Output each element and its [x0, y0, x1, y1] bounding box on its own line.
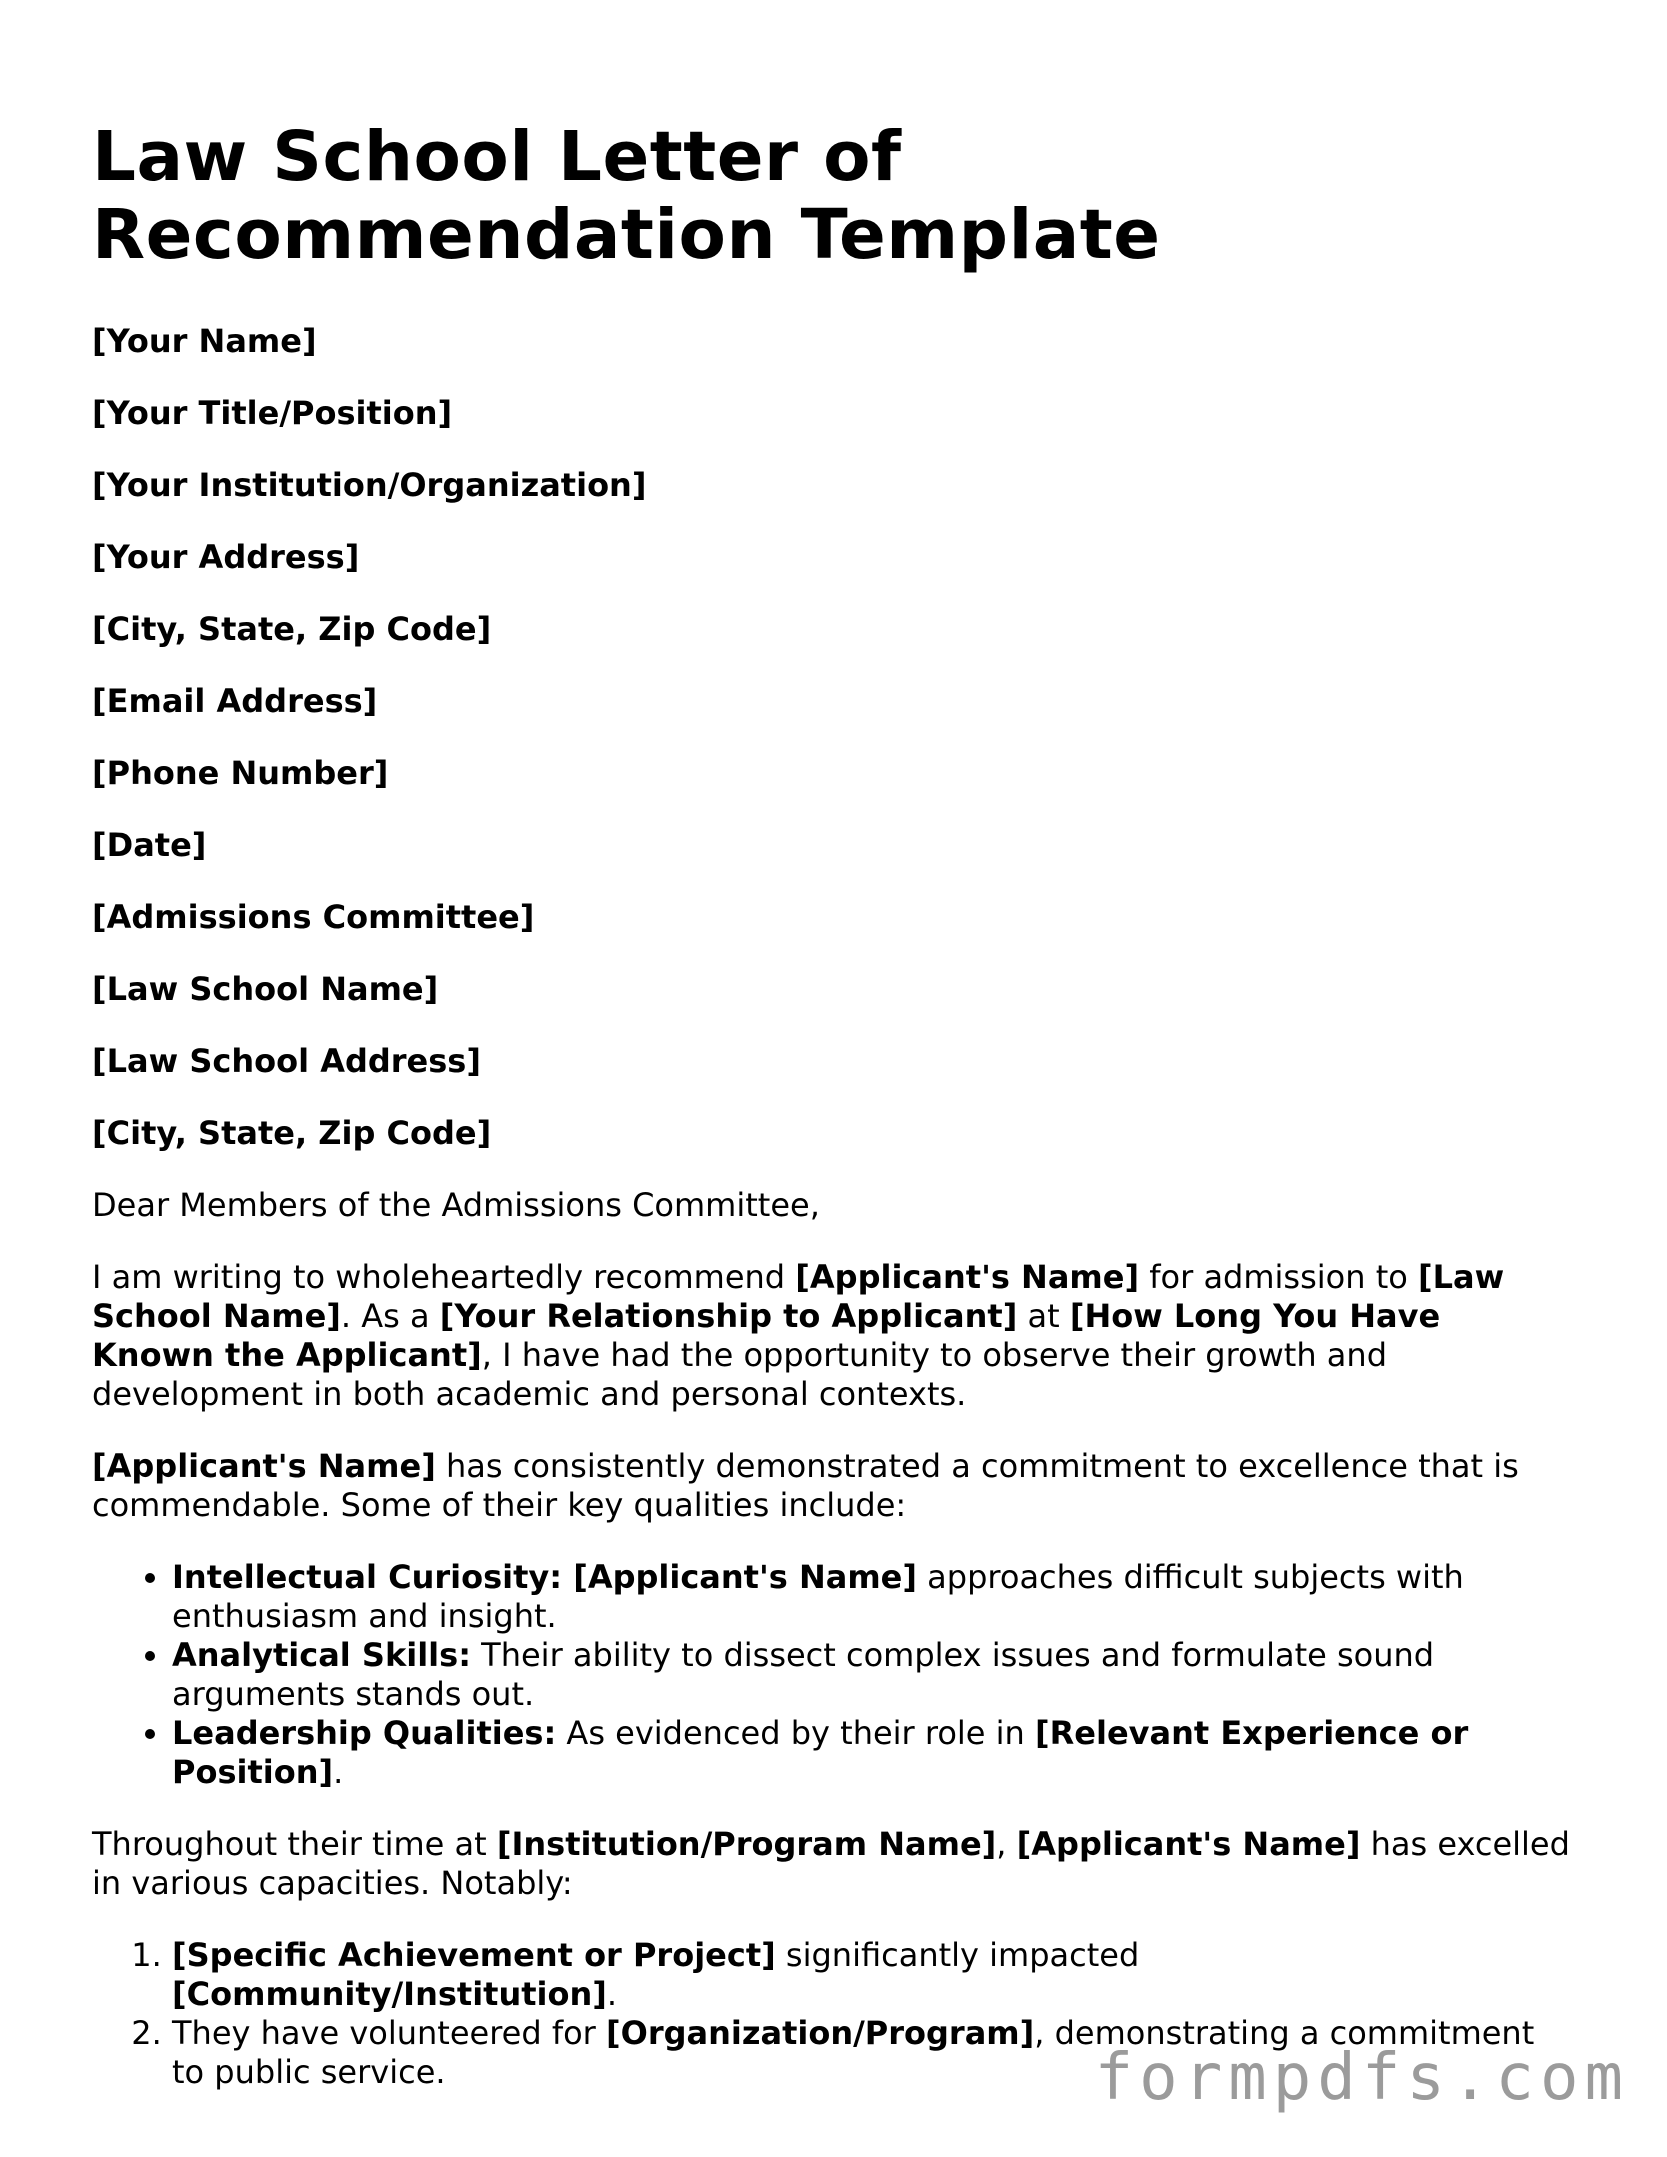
text-run: , [996, 1825, 1017, 1863]
placeholder-experience: [Relevant Experience or Position] [172, 1714, 1469, 1791]
text-run: for admission to [1139, 1258, 1418, 1296]
recipient-school: [Law School Name] [92, 970, 439, 1008]
salutation: Dear Members of the Admissions Committee, [92, 1186, 820, 1224]
placeholder-institution-program: [Institution/Program Name] [496, 1825, 997, 1863]
sender-name: [Your Name] [92, 322, 317, 360]
list-item [172, 1714, 1572, 1792]
sender-phone: [Phone Number] [92, 754, 389, 792]
list-item [172, 1936, 1572, 2014]
placeholder-law-school-name: [Law School Name] [92, 1258, 1505, 1335]
recipient-committee: [Admissions Committee] [92, 898, 535, 936]
letter-date: [Date] [92, 826, 207, 864]
placeholder-applicant-name: [Applicant's Name] [573, 1558, 917, 1596]
quality-label: Analytical Skills: [172, 1636, 471, 1674]
text-run: They have volunteered for [172, 2014, 606, 2052]
list-item [172, 1636, 1572, 1714]
recipient-city: [City, State, Zip Code] [92, 1114, 492, 1152]
placeholder-applicant-name: [Applicant's Name] [92, 1447, 436, 1485]
recipient-address: [Law School Address] [92, 1042, 481, 1080]
placeholder-duration: [How Long You Have Known the Applicant] [92, 1297, 1441, 1374]
list-item [172, 1558, 1572, 1636]
text-run: Throughout their time at [92, 1825, 497, 1863]
page-title: Law School Letter of Recommendation Template [92, 117, 1161, 275]
sender-city: [City, State, Zip Code] [92, 610, 492, 648]
text-run: . As a [340, 1297, 440, 1335]
placeholder-organization: [Organization/Program] [606, 2014, 1035, 2052]
sender-title: [Your Title/Position] [92, 394, 453, 432]
text-run: As evidenced by their role in [556, 1714, 1035, 1752]
text-run: , I have had the opportunity to observe their growth and development in both academic and personal contexts. [92, 1336, 1387, 1413]
text-run: . [606, 1975, 618, 2013]
quality-label: Intellectual Curiosity: [172, 1558, 574, 1596]
placeholder-community: [Community/Institution] [172, 1975, 607, 2013]
placeholder-relationship: [Your Relationship to Applicant] [439, 1297, 1018, 1335]
text-run: at [1017, 1297, 1070, 1335]
achievements-paragraph [92, 1825, 1572, 1903]
text-run: . [333, 1753, 344, 1791]
text-run: , demonstrating a commitment to public service. [172, 2014, 1535, 2091]
sender-address: [Your Address] [92, 538, 360, 576]
text-run: has excelled in various capacities. Notably: [92, 1825, 1570, 1902]
sender-institution: [Your Institution/Organization] [92, 466, 647, 504]
qualities-list [92, 1558, 1572, 1792]
watermark: formpdfs.com [1094, 2041, 1629, 2115]
text-run: has consistently demonstrated a commitment to excellence that is commendable. Some of their key qualities include: [92, 1447, 1519, 1524]
sender-email: [Email Address] [92, 682, 378, 720]
placeholder-achievement: [Specific Achievement or Project] [172, 1936, 776, 1974]
qualities-paragraph [92, 1447, 1572, 1525]
text-run: approaches difficult subjects with enthusiasm and insight. [172, 1558, 1464, 1635]
document-page [92, 118, 1572, 2125]
intro-paragraph [92, 1258, 1572, 1414]
placeholder-applicant-name: [Applicant's Name] [795, 1258, 1140, 1296]
text-run: Their ability to dissect complex issues and formulate sound arguments stands out. [172, 1636, 1435, 1713]
placeholder-applicant-name: [Applicant's Name] [1016, 1825, 1361, 1863]
text-run: significantly impacted [775, 1936, 1140, 1974]
text-run: I am writing to wholeheartedly recommend [92, 1258, 796, 1296]
quality-label: Leadership Qualities: [172, 1714, 557, 1752]
